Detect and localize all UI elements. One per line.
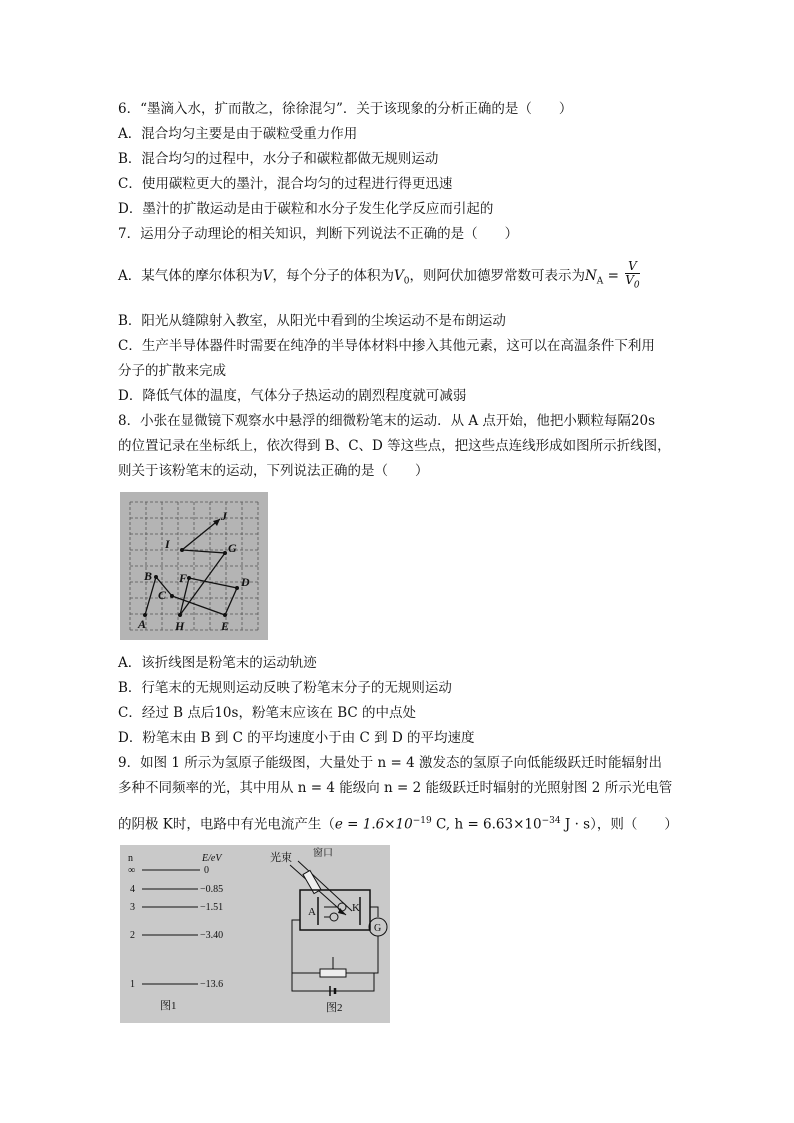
q9-fig2-galvanometer-label: G (374, 923, 382, 934)
q7-a-na-sub: A (596, 276, 604, 287)
q9-figure (120, 845, 390, 1023)
q8-label-h: H (175, 619, 185, 633)
q7-a-frac-den-v: V (625, 273, 634, 288)
q8-stem-line3: 则关于该粉笔末的运动，下列说法正确的是（ ） (118, 463, 429, 479)
q7-option-b: B．阳光从缝隙射入教室，从阳光中看到的尘埃运动不是布朗运动 (118, 313, 506, 329)
q7-a-frac-den-sub: 0 (633, 280, 640, 291)
q8-option-b: B．行笔末的无规则运动反映了粉笔末分子的无规则运动 (118, 680, 452, 696)
q9-stem3-post: ），则（ ） (590, 816, 678, 833)
q9-fig1-n-2: 2 (130, 930, 135, 941)
q6-option-a: A．混合均匀主要是由于碳粒受重力作用 (118, 126, 358, 142)
q9-fig2-cathode-label: K (352, 902, 360, 914)
q8-label-b: B (144, 569, 153, 583)
q9-fig2-anode-label: A (308, 906, 316, 918)
q9-fig1-caption: 图1 (160, 1000, 177, 1012)
q8-stem-line1: 8．小张在显微镜下观察水中悬浮的细微粉笔末的运动．从 A 点开始，他把小颗粒每隔20s (118, 413, 656, 429)
q7-option-d: D．降低气体的温度，气体分子热运动的剧烈程度就可减弱 (118, 388, 467, 404)
q9-fig1-axis-n: n (128, 853, 133, 864)
q7-stem: 7．运用分子动理论的相关知识，判断下列说法不正确的是（ ） (118, 226, 519, 242)
q6-option-d: D．墨汁的扩散运动是由于碳粒和水分子发生化学反应而引起的 (118, 201, 494, 217)
q8-label-a: A (138, 617, 147, 631)
q7-option-a (118, 259, 642, 299)
q7-a-na: N (584, 268, 597, 284)
q9-figure-background (120, 845, 390, 1023)
q7-a-frac-den (625, 274, 639, 292)
q9-fig1-n-3: 3 (130, 902, 135, 913)
q7-a-var-v0-sub: 0 (403, 276, 410, 287)
q8-label-c: C (158, 588, 167, 602)
q8-option-d: D．粉笔末由 B 到 C 的平均速度小于由 C 到 D 的平均速度 (118, 730, 475, 746)
q7-a-mid: ，每个分子的体积为 (272, 268, 394, 284)
q8-option-a: A．该折线图是粉笔末的运动轨迹 (118, 655, 317, 671)
q8-label-j: J (221, 509, 227, 523)
q8-label-f: F (179, 571, 188, 585)
q6-option-b: B．混合均匀的过程中，水分子和碳粒都做无规则运动 (118, 151, 439, 167)
q7-a-equals: = (603, 268, 624, 284)
q9-stem3-prefix: 的阴极 K时，电路中有光电流产生（ (118, 816, 335, 833)
q9-stem-line1: 9．如图 1 所示为氢原子能级图，大量处于 n = 4 激发态的氢原子向低能级跃迁时能辐射出 (118, 755, 663, 771)
q9-e-unit: C, h = 6.63×10 (431, 816, 542, 833)
q6-stem: 6．“墨滴入水，扩而散之，徐徐混匀”．关于该现象的分析正确的是（ ） (118, 101, 573, 117)
q7-a-var-v0: V (394, 268, 404, 284)
q8-label-i: I (165, 537, 170, 551)
q7-a-fraction (625, 260, 639, 292)
q9-fig1-n-1: 1 (130, 979, 135, 990)
q9-fig1-e-2: −3.40 (200, 930, 224, 941)
q9-fig2-window-label: 窗口 (313, 848, 333, 859)
q9-fig1-e-4: −0.85 (200, 884, 224, 895)
q9-stem-line2: 多种不同频率的光，其中用从 n = 4 能级向 n = 2 能级跃迁时辐射的光照射图 2 所示光电管 (118, 780, 673, 796)
q7-a-prefix: A．某气体的摩尔体积为 (118, 268, 263, 284)
q9-fig1-e-1: −13.6 (200, 979, 224, 990)
q9-h-exp: −34 (541, 816, 561, 826)
q8-label-e: E (221, 619, 230, 633)
q7-a-post: ，则阿伏加德罗常数可表示为 (409, 268, 585, 284)
q8-trajectory-figure (120, 492, 268, 640)
q8-option-c: C．经过 B 点后10s，粉笔末应该在 BC 的中点处 (118, 705, 417, 721)
q9-e-exp: −19 (412, 816, 432, 826)
q9-fig2-caption: 图2 (326, 1002, 343, 1014)
q9-h-unit: J · s (560, 816, 591, 833)
q9-fig1-e-3: −1.51 (200, 902, 224, 913)
q9-stem-line3 (118, 810, 678, 836)
q9-fig1-n-inf: ∞ (128, 865, 136, 876)
q7-option-c-line1: C．生产半导体器件时需要在纯净的半导体材料中掺入其他元素，这可以在高温条件下利用 (118, 338, 655, 354)
q8-label-g: G (228, 541, 237, 555)
q8-stem-line2: 的位置记录在坐标纸上，依次得到 B、C、D 等这些点，把这些点连线形成如图所示折线图， (118, 438, 671, 454)
q9-fig2-beam-label: 光束 (270, 852, 292, 864)
q9-fig1-e-inf: 0 (204, 865, 209, 876)
q9-fig1-n-4: 4 (130, 884, 135, 895)
q9-fig2-rheostat (320, 969, 346, 977)
q7-a-var-v: V (262, 268, 273, 284)
q7-option-c-line2: 分子的扩散来完成 (118, 363, 226, 379)
q9-fig1-axis-e: E/eV (202, 853, 222, 864)
q6-option-c: C．使用碳粒更大的墨汁，混合均匀的过程进行得更迅速 (118, 176, 453, 192)
q7-a-frac-num: V (625, 260, 639, 274)
q9-e-expr: e = 1.6×10 (334, 816, 413, 833)
q8-label-d: D (241, 575, 250, 589)
